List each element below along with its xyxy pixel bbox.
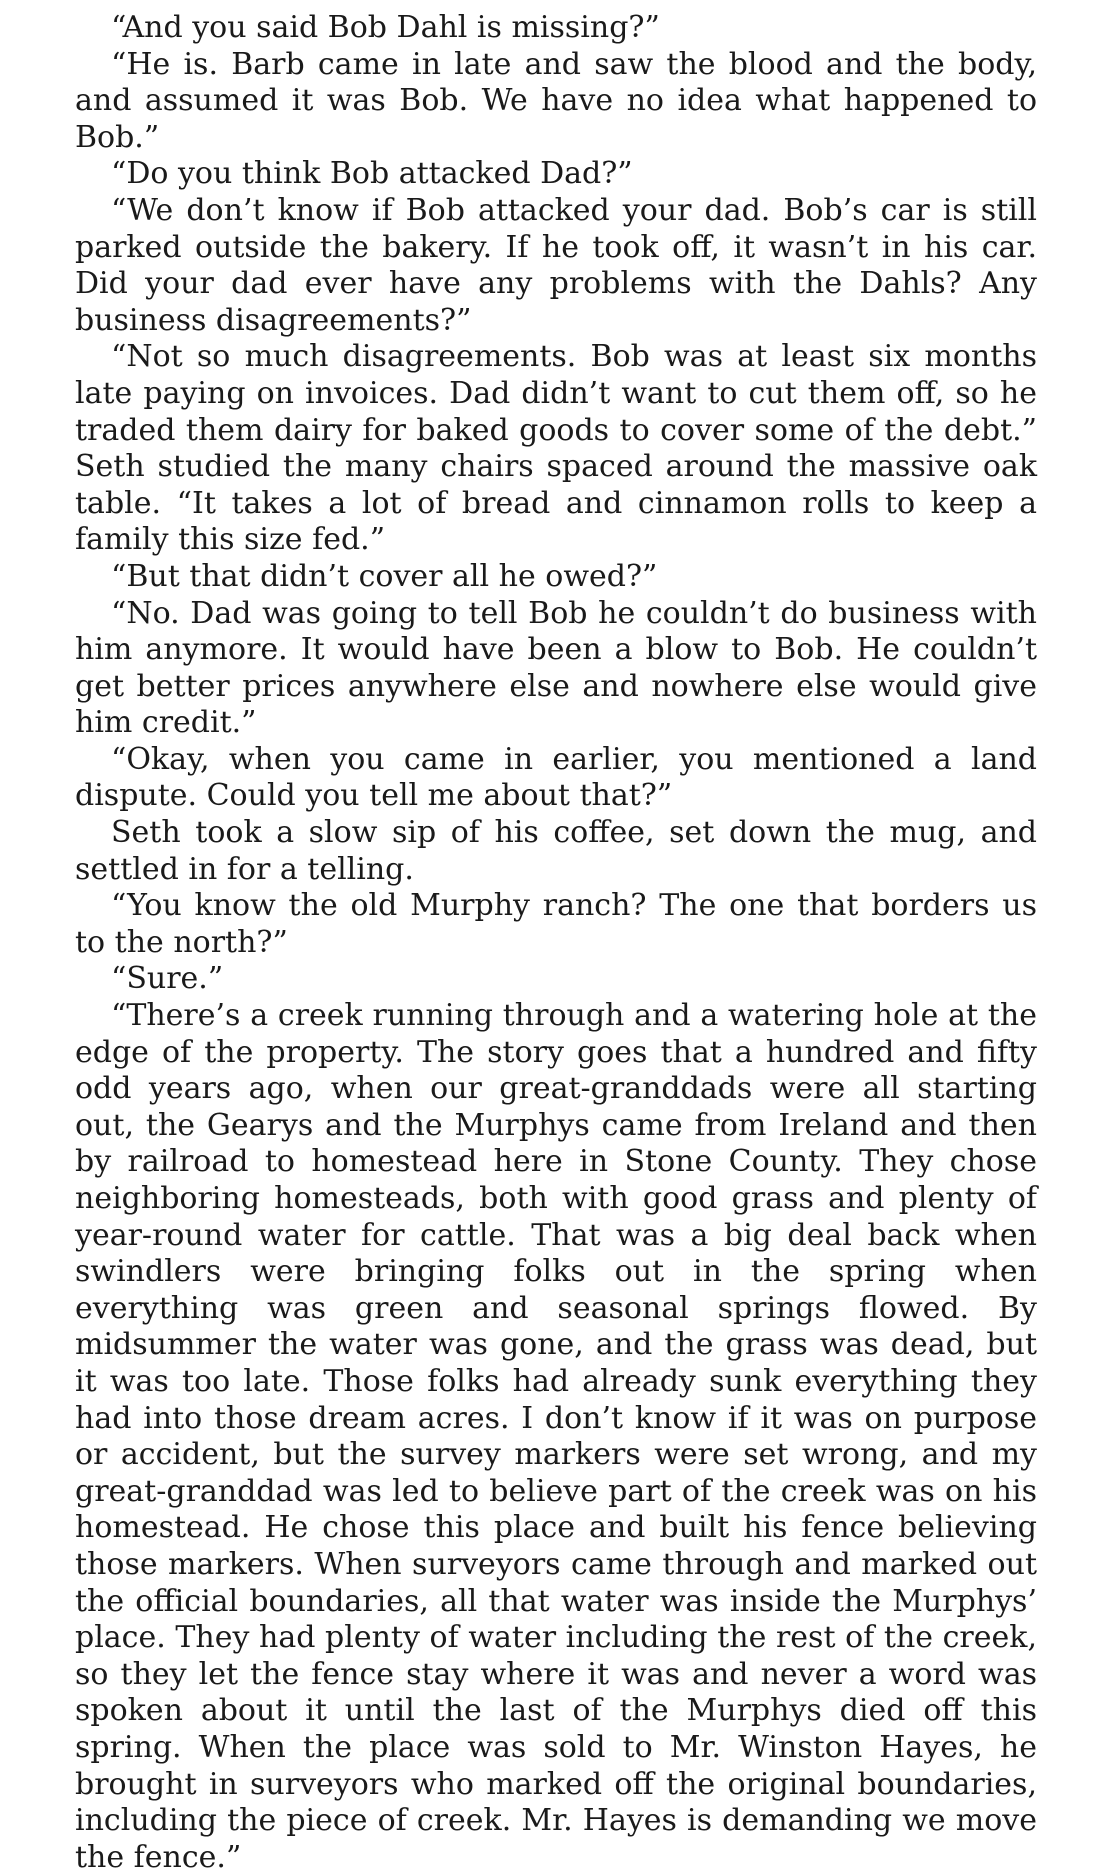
paragraph-debt-question: “But that didn’t cover all he owed?” (111, 558, 658, 594)
paragraph-seth-coffee: Seth took a slow sip of his coffee, set down the mug, and settled in for a telling. (75, 815, 1037, 887)
paragraph-no-more-business: “No. Dad was going to tell Bob he couldn’t do business with him anymore. It would have been a blow to Bob. He couldn’t get better prices anywhere else and nowhere else would give him credit.” (75, 595, 1037, 741)
paragraph-disagreements: “Not so much disagreements. Bob was at least six months late paying on invoices. Dad didn’t want to cut them off, so he traded them dairy for baked goods to cover some of the debt.” Seth studied the many chairs spaced around the massive oak table. “It takes a lot of bread and cinnamon rolls to keep a family this size fed.” (75, 339, 1037, 558)
book-page (75, 10, 1037, 1876)
paragraph-land-dispute-question: “Okay, when you came in earlier, you mentioned a land dispute. Could you tell me about that?” (75, 741, 1037, 814)
paragraph-creek-story: “There’s a creek running through and a watering hole at the edge of the property. The story goes that a hundred and fifty odd years ago, when our great-granddads were all starting out, the Gearys and the Murphys came from Ireland and then by railroad to homestead here in Stone County. They chose neighboring homesteads, both with good grass and plenty of year-round water for cattle. That was a big deal back when swindlers were bringing folks out in the spring when everything was green and seasonal springs flowed. By midsummer the water was gone, and the grass was dead, but it was too late. Those folks had already sunk everything they had into those dream acres. I don’t know if it was on purpose or accident, but the survey markers were set wrong, and my great-granddad was led to believe part of the creek was on his homestead. He chose this place and built his fence believing those markers. When surveyors came through and marked out the official boundaries, all that water was inside the Murphys’ place. They had plenty of water including the rest of the creek, so they let the fence stay where it was and never a word was spoken about it until the last of the Murphys died off this spring. When the place was sold to Mr. Winston Hayes, he brought in surveyors who marked off the original boundaries, including the piece of creek. Mr. Hayes is demanding we move the fence.” (75, 998, 1037, 1875)
paragraph-bob-attacked-question: “Do you think Bob attacked Dad?” (111, 156, 633, 192)
paragraph-sure: “Sure.” (111, 961, 224, 997)
paragraph-bob-car-parked: “We don’t know if Bob attacked your dad. Bob’s car is still parked outside the bakery. If he took off, it wasn’t in his car. Did your dad ever have any problems with the Dahls? Any business disagreements?” (75, 192, 1037, 338)
paragraph-barb-came-late: “He is. Barb came in late and saw the blood and the body, and assumed it was Bob. We have no idea what happened to Bob.” (75, 46, 1037, 155)
paragraph-bob-missing: “And you said Bob Dahl is missing?” (111, 10, 660, 45)
paragraph-murphy-ranch: “You know the old Murphy ranch? The one that borders us to the north?” (75, 888, 1037, 960)
